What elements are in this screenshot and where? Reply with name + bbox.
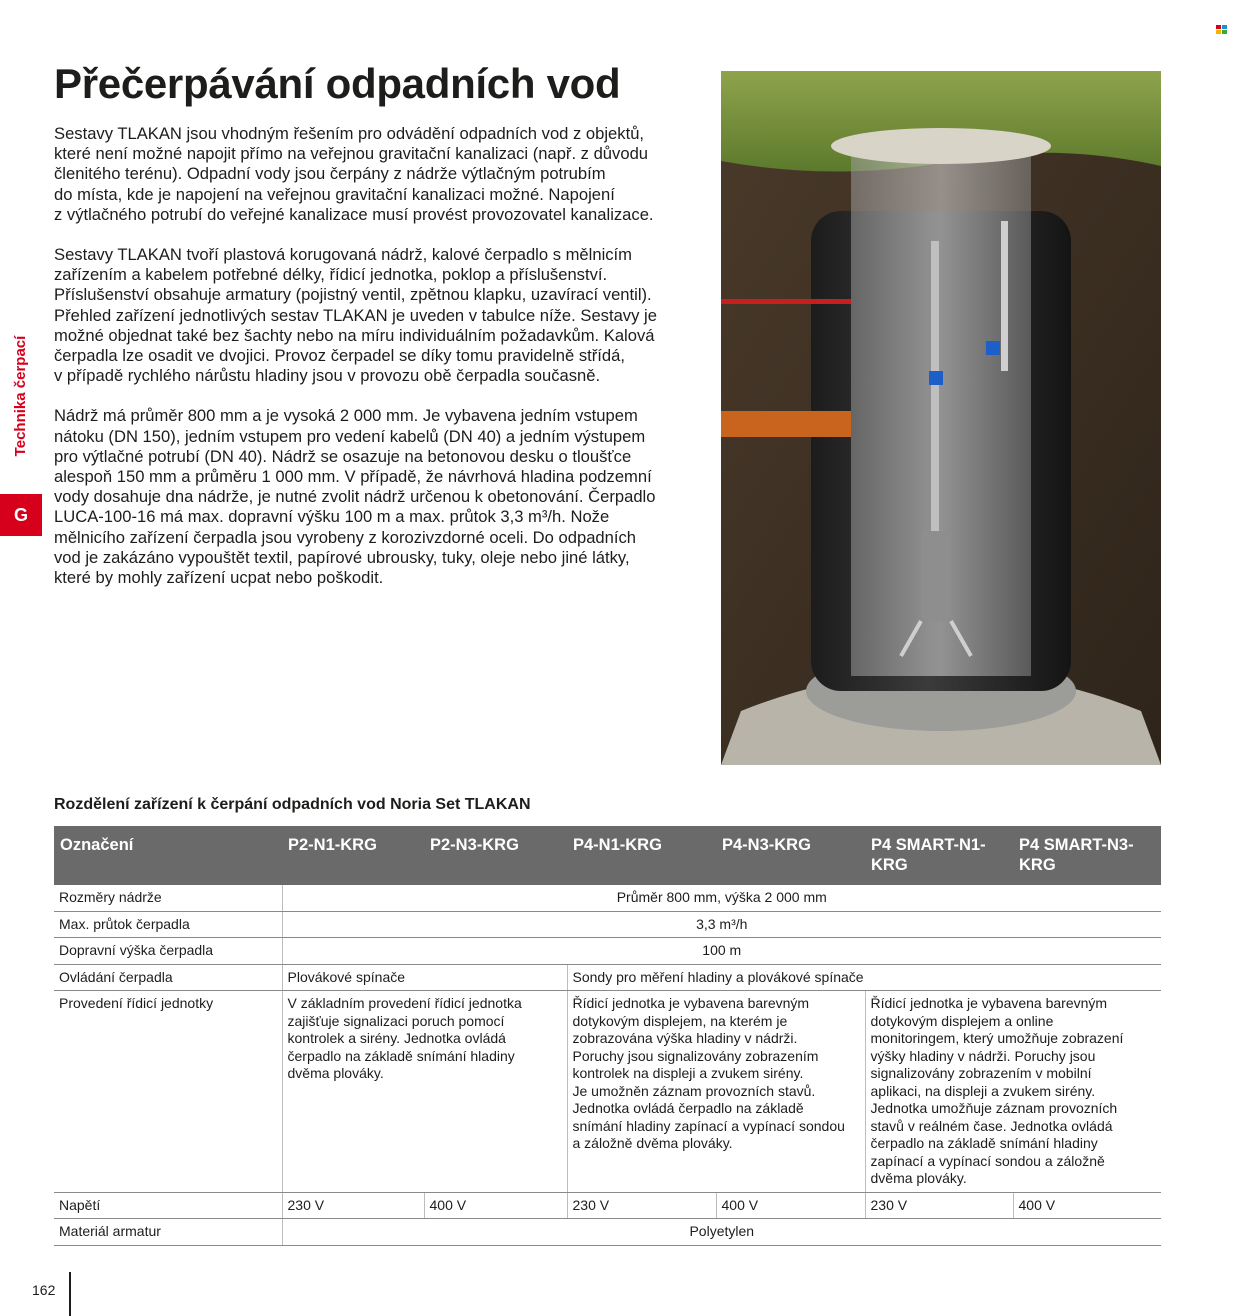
blue-fitting xyxy=(929,371,943,385)
red-cable xyxy=(721,299,851,304)
riser-pipe xyxy=(1001,221,1008,371)
header-p2-n3: P2-N3-KRG xyxy=(424,826,567,885)
table-row xyxy=(54,938,1161,965)
voltage-cell: 230 V xyxy=(865,1192,1013,1219)
table-row xyxy=(54,1219,1161,1246)
blue-fitting xyxy=(986,341,1000,355)
paragraph-1: Sestavy TLAKAN jsou vhodným řešením pro odvádění odpadních vod z objektů, které není možné napojit přímo na veřejnou gravitační kanalizaci (např. z důvodu členitého terénu). Odpadní vody jsou čerpány z nádrže výtlačným potrubím do místa, kde je napojení na veřejnou gravitační kanalizaci možné. Napojení z výtlačného potrubí do veřejné kanalizace musí provést provozovatel kanalizace. xyxy=(54,124,654,224)
tank-lid xyxy=(831,128,1051,164)
row-value: Polyetylen xyxy=(282,1219,1161,1246)
row-label: Ovládání čerpadla xyxy=(54,964,282,991)
row-value-p4: Řídicí jednotka je vybavena barevným dotykovým displejem, na kterém je zobrazována výška hladiny v nádrži. Poruchy jsou signalizovány zobrazením kontrolek na displeji a zvukem sirény. Je umožněn záznam provozních stavů. Jednotka ovládá čerpadlo na základě snímání hladiny zapínací a vypínací sondou a záložně dvěma plováky. xyxy=(567,991,865,1193)
header-p2-n1: P2-N1-KRG xyxy=(282,826,424,885)
page-title: Přečerpávání odpadních vod xyxy=(54,60,621,107)
inflow-pipe xyxy=(721,411,851,437)
row-label: Provedení řídicí jednotky xyxy=(54,991,282,1193)
row-label: Napětí xyxy=(54,1192,282,1219)
voltage-cell: 230 V xyxy=(567,1192,716,1219)
voltage-cell: 400 V xyxy=(424,1192,567,1219)
row-value-smart: Řídicí jednotka je vybavena barevným dotykovým displejem a online monitoringem, který umožňuje zobrazení výšky hladiny v nádrži. Poruchy jsou signalizovány zobrazením v mobilní aplikaci, na displeji a zvukem sirény. Jednotka umožňuje záznam provozních stavů v reálném čase. Jednotka ovládá čerpadlo na základě snímání hladiny zapínací a vypínací sondou a záložně dvěma plováky. xyxy=(865,991,1161,1193)
page-number: 162 xyxy=(32,1282,56,1298)
header-p4-n3: P4-N3-KRG xyxy=(716,826,865,885)
section-tab: G xyxy=(0,494,42,536)
table-row xyxy=(54,991,1161,1193)
row-value: 100 m xyxy=(282,938,1161,965)
spec-table xyxy=(54,826,1161,1246)
header-p4-smart-n1: P4 SMART-N1- KRG xyxy=(865,826,1013,885)
row-value-p2: Plovákové spínače xyxy=(282,964,567,991)
row-label: Rozměry nádrže xyxy=(54,885,282,911)
product-photo xyxy=(721,71,1161,765)
header-p4-smart-n3: P4 SMART-N3- KRG xyxy=(1013,826,1161,885)
row-value: Průměr 800 mm, výška 2 000 mm xyxy=(282,885,1161,911)
header-p4-n1: P4-N1-KRG xyxy=(567,826,716,885)
page-divider xyxy=(69,1272,71,1316)
intro-text xyxy=(54,124,684,608)
table-row xyxy=(54,964,1161,991)
row-label: Dopravní výška čerpadla xyxy=(54,938,282,965)
voltage-cell: 400 V xyxy=(716,1192,865,1219)
row-value-p2: V základním provedení řídicí jednotka zajišťuje signalizaci poruch pomocí kontrolek a sirény. Jednotka ovládá čerpadlo na základě snímání hladiny dvěma plováky. xyxy=(282,991,567,1193)
row-label: Materiál armatur xyxy=(54,1219,282,1246)
row-label: Max. průtok čerpadla xyxy=(54,911,282,938)
table-row xyxy=(54,885,1161,911)
pump-body xyxy=(921,531,951,621)
header-oznaceni: Označení xyxy=(54,826,282,885)
table-row xyxy=(54,1192,1161,1219)
row-value: 3,3 m³/h xyxy=(282,911,1161,938)
section-side-label: Technika čerpací xyxy=(12,335,29,457)
table-header-row xyxy=(54,826,1161,885)
voltage-cell: 400 V xyxy=(1013,1192,1161,1219)
row-value-p4: Sondy pro měření hladiny a plovákové spínače xyxy=(567,964,1161,991)
voltage-cell: 230 V xyxy=(282,1192,424,1219)
brand-logo xyxy=(1216,25,1228,34)
paragraph-2: Sestavy TLAKAN tvoří plastová korugovaná nádrž, kalové čerpadlo s mělnicím zařízením a kabelem potřebné délky, řídicí jednotka, poklop a příslušenství. Příslušenství obsahuje armatury (pojistný ventil, zpětnou klapku, uzavírací ventil). Přehled zařízení jednotlivých sestav TLAKAN je uveden v tabulce níže. Sestavy je možné objednat také bez šachty nebo na míru individuálním požadavkům. Kalová čerpadla lze osadit ve dvojici. Provoz čerpadel se díky tomu pravidelně střídá, v případě rychlého nárůstu hladiny jsou v provozu obě čerpadla současně. xyxy=(54,245,657,386)
table-title: Rozdělení zařízení k čerpání odpadních vod Noria Set TLAKAN xyxy=(54,796,531,813)
paragraph-3: Nádrž má průměr 800 mm a je vysoká 2 000 mm. Je vybavena jedním vstupem nátoku (DN 150), jedním vstupem pro vedení kabelů (DN 40) a jedním výstupem pro výtlačné potrubí (DN 40). Nádrž se osazuje na betonovou desku o tloušťce alespoň 150 mm a průměru 1 000 mm. V případě, že návrhová hladina podzemní vody dosahuje dna nádrže, je nutné zvolit nádrž určenou k obetonování. Čerpadlo LUCA-100-16 má max. dopravní výšku 100 m a max. průtok 3,3 m³/h. Nože mělnicího zařízení čerpadla jsou vyrobeny z korozivzdorné oceli. Do odpadních vod je zakázáno vypouštět textil, papírové ubrousky, tuky, oleje nebo jiné látky, které by mohly zařízení ucpat nebo poškodit. xyxy=(54,406,656,588)
table-row xyxy=(54,911,1161,938)
